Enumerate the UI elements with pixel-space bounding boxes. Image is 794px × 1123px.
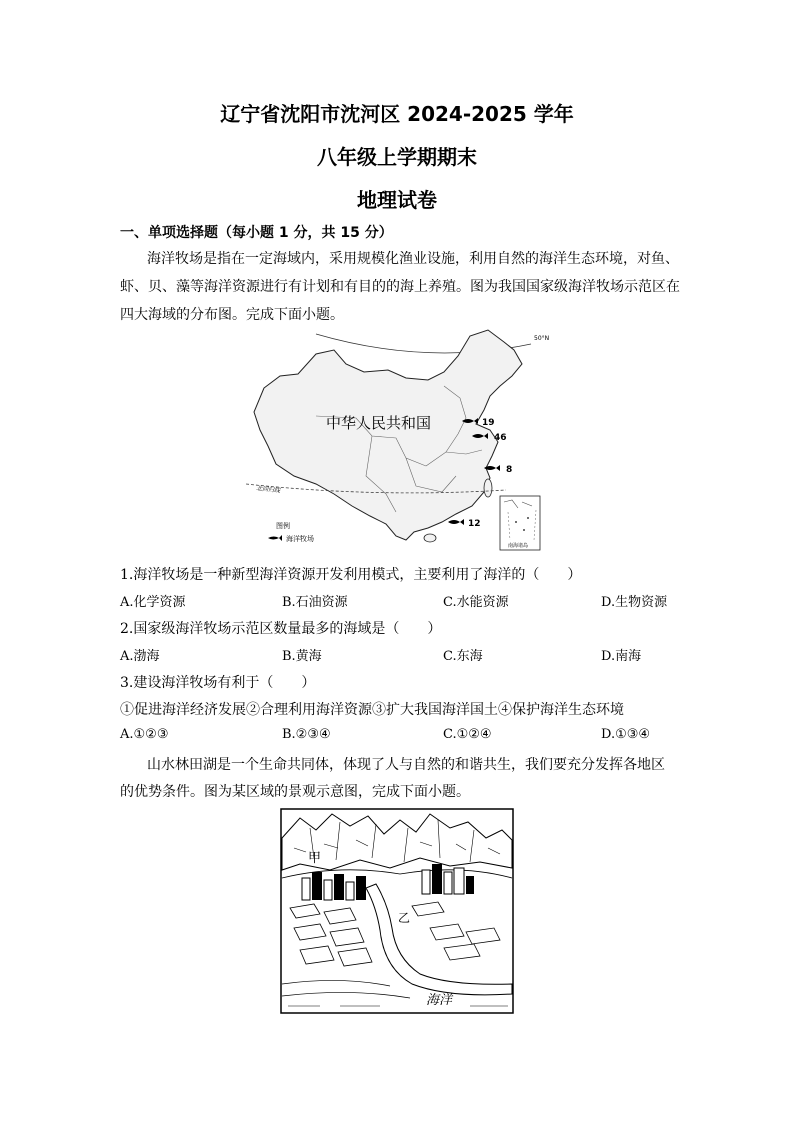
passage1-line2: 虾、贝、藻等海洋资源进行有计划和有目的的海上养殖。图为我国国家级海洋牧场示范区在 — [120, 279, 680, 295]
country-label: 中华人民共和国 — [326, 414, 432, 432]
exam-title-line1: 辽宁省沈阳市沈河区 2024-2025 学年 — [220, 102, 574, 126]
question-2-stem: 2.国家级海洋牧场示范区数量最多的海域是（ ） — [120, 621, 442, 637]
passage1-line1: 海洋牧场是指在一定海域内，采用规模化渔业设施，利用自然的海洋生态环境，对鱼、 — [147, 251, 679, 267]
q3-option-a[interactable]: A.①②③ — [120, 727, 169, 742]
q1-option-b[interactable]: B.石油资源 — [282, 595, 348, 610]
q3-option-d[interactable]: D.①③④ — [601, 727, 651, 742]
q2-option-c[interactable]: C.东海 — [443, 649, 483, 664]
q1-option-c[interactable]: C.水能资源 — [443, 595, 509, 610]
svg-text:46: 46 — [494, 433, 507, 443]
taiwan-island — [484, 479, 492, 497]
svg-text:12: 12 — [468, 519, 481, 529]
q2-option-d[interactable]: D.南海 — [601, 649, 642, 664]
q2-option-a[interactable]: A.渤海 — [120, 649, 160, 664]
q3-option-c[interactable]: C.①②④ — [443, 727, 492, 742]
passage2-line2: 的优势条件。图为某区域的景观示意图，完成下面小题。 — [120, 784, 470, 800]
svg-text:8: 8 — [506, 465, 513, 475]
landscape-figure — [280, 808, 514, 1014]
china-map-figure — [246, 326, 556, 552]
q1-option-a[interactable]: A.化学资源 — [120, 595, 186, 610]
q1-option-d[interactable]: D.生物资源 — [601, 595, 668, 610]
inset-label: 南海诸岛 — [508, 543, 529, 549]
exam-title-line3: 地理试卷 — [357, 188, 437, 212]
question-3-stem: 3.建设海洋牧场有利于（ ） — [120, 675, 316, 691]
label-yi: 乙 — [398, 911, 411, 925]
legend-item: 海洋牧场 — [286, 535, 314, 543]
lat-50n-label: 50°N — [534, 335, 550, 342]
hainan-island — [424, 534, 436, 542]
fish-icon — [268, 535, 282, 541]
q2-option-b[interactable]: B.黄海 — [282, 649, 322, 664]
passage2-line1: 山水林田湖是一个生命共同体，体现了人与自然的和谐共生，我们要充分发挥各地区 — [147, 757, 665, 773]
passage1-line3: 四大海域的分布图。完成下面小题。 — [120, 307, 344, 323]
exam-title-line2: 八年级上学期期末 — [317, 145, 477, 169]
label-jia: 甲 — [308, 851, 322, 866]
svg-text:19: 19 — [482, 418, 495, 428]
legend-title: 图例 — [276, 522, 290, 530]
south-china-sea-inset — [500, 496, 540, 550]
question-1-stem: 1.海洋牧场是一种新型海洋资源开发利用模式，主要利用了海洋的（ ） — [120, 567, 582, 583]
q3-option-b[interactable]: B.②③④ — [282, 727, 331, 742]
marker-nanhai — [448, 519, 481, 529]
section-heading: 一、单项选择题（每小题 1 分，共 15 分） — [120, 225, 393, 241]
tropic-label: 北回归线 — [255, 485, 281, 495]
label-ocean: 海洋 — [426, 993, 453, 1008]
question-3-statements: ①促进海洋经济发展②合理利用海洋资源③扩大我国海洋国土④保护海洋生态环境 — [120, 702, 624, 718]
